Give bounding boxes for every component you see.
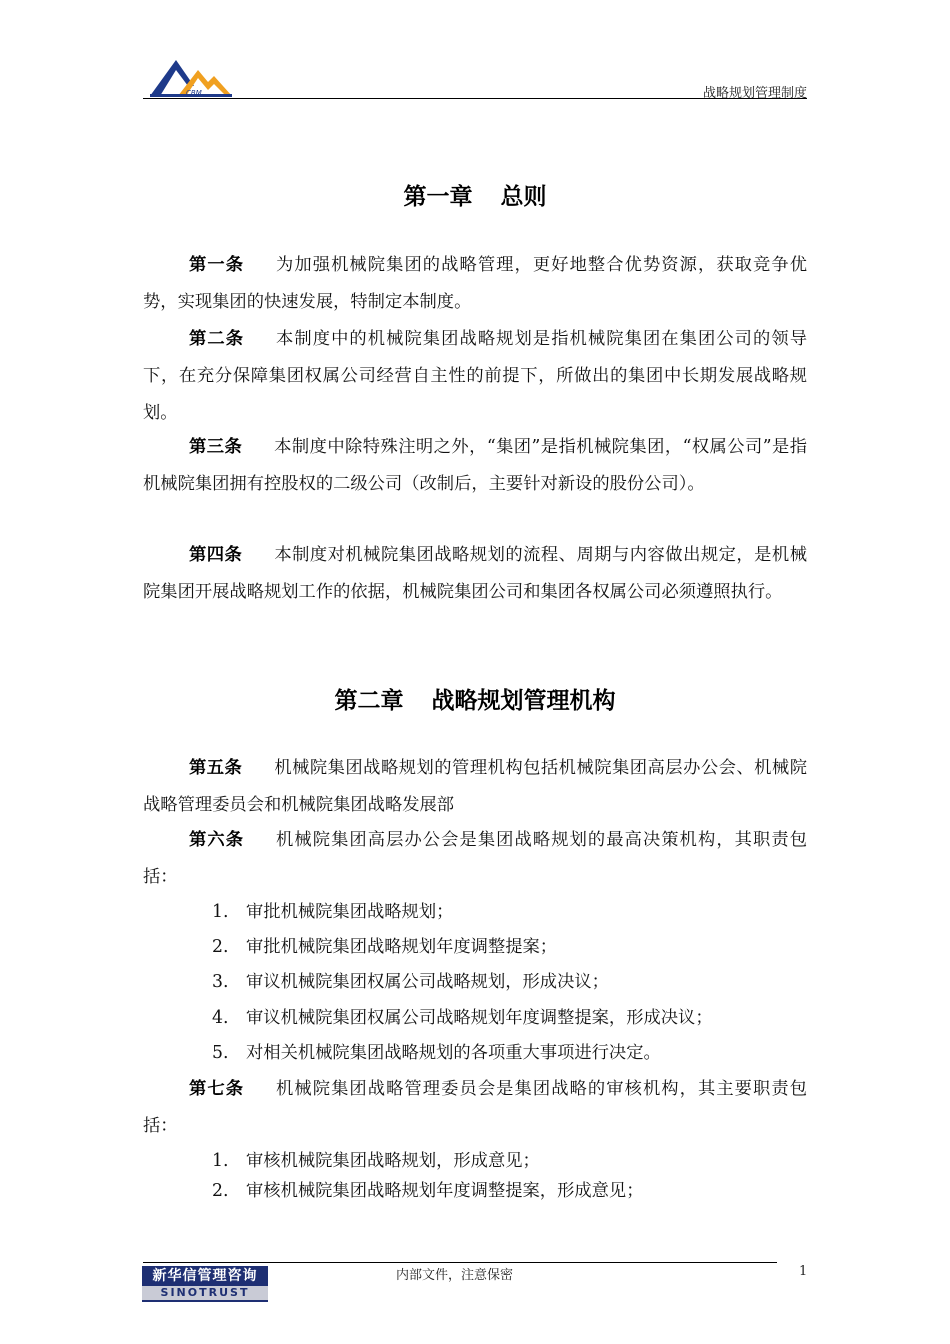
list-number: 2.: [212, 937, 229, 957]
doc-title: 战略规划管理制度: [702, 86, 807, 101]
article-text: 机械院集团战略管理委员会是集团战略的审核机构，其主要职责包括：: [143, 1079, 807, 1136]
list-number: 5.: [212, 1043, 229, 1063]
article-text: 机械院集团高层办公会是集团战略规划的最高决策机构，其职责包括：: [143, 830, 807, 887]
article-4: [143, 537, 807, 611]
chapter-title: 战略规划管理机构: [431, 688, 616, 714]
article-number: 第六条: [189, 830, 245, 850]
list-text: 对相关机械院集团战略规划的各项重大事项进行决定。: [246, 1043, 661, 1063]
article-number: 第一条: [189, 255, 245, 275]
list-item: [212, 897, 807, 927]
article-text: 本制度中除特殊注明之外，“集团”是指机械院集团，“权属公司”是指机械院集团拥有控股权的二级公司（改制后，主要针对新设的股份公司）。: [143, 437, 807, 494]
chapter-2-heading: [143, 682, 807, 715]
chapter-label: 第一章: [403, 184, 473, 210]
article-5: [143, 750, 807, 824]
footer-divider: [143, 1262, 777, 1263]
list-item: [212, 1176, 807, 1206]
list-number: 1.: [212, 1151, 229, 1171]
article-number: 第三条: [189, 437, 243, 457]
list-number: 1.: [212, 902, 229, 922]
article-number: 第四条: [189, 545, 243, 565]
article-2: [143, 321, 807, 432]
list-text: 审议机械院集团权属公司战略规划年度调整提案，形成决议；: [246, 1008, 713, 1028]
article-1: [143, 247, 807, 321]
list-item: [212, 1146, 807, 1176]
list-item: [212, 967, 807, 997]
list-text: 审议机械院集团权属公司战略规划，形成决议；: [246, 972, 609, 992]
article-number: 第五条: [189, 758, 243, 778]
chapter-title: 总则: [500, 184, 547, 210]
chapter-label: 第二章: [334, 688, 404, 714]
confidential-notice: 内部文件，注意保密: [396, 1268, 514, 1283]
footer-logo-cn: 新华信管理咨询: [152, 1268, 258, 1284]
article-text: 本制度对机械院集团战略规划的流程、周期与内容做出规定，是机械院集团开展战略规划工作的依据，机械院集团公司和集团各权属公司必须遵照执行。: [143, 545, 807, 602]
article-6: [143, 822, 807, 896]
article-3: [143, 429, 807, 503]
footer-logo-en: SINOTRUST: [142, 1286, 268, 1300]
list-item: [212, 1038, 807, 1068]
article-text: 本制度中的机械院集团战略规划是指机械院集团在集团公司的领导下，在充分保障集团权属公司经营自主性的前提下，所做出的集团中长期发展战略规划。: [143, 329, 807, 423]
list-item: [212, 1003, 807, 1033]
list-item: [212, 932, 807, 962]
article-text: 机械院集团战略规划的管理机构包括机械院集团高层办公会、机械院战略管理委员会和机械院集团战略发展部: [143, 758, 807, 815]
article-7: [143, 1071, 807, 1145]
list-number: 4.: [212, 1008, 229, 1028]
list-number: 2.: [212, 1181, 229, 1201]
chapter-1-heading: [143, 178, 807, 211]
article-number: 第七条: [189, 1079, 245, 1099]
list-text: 审核机械院集团战略规划，形成意见；: [246, 1151, 540, 1171]
list-number: 3.: [212, 972, 229, 992]
header-divider: [143, 98, 807, 99]
sinotrust-logo: [142, 1266, 268, 1302]
list-text: 审核机械院集团战略规划年度调整提案，形成意见；: [246, 1181, 644, 1201]
list-text: 审批机械院集团战略规划；: [246, 902, 454, 922]
logo-text: CBM: [186, 89, 202, 97]
article-text: 为加强机械院集团的战略管理，更好地整合优势资源，获取竞争优势，实现集团的快速发展，特制定本制度。: [143, 255, 807, 312]
page-number: 1: [799, 1264, 808, 1279]
company-logo: [148, 56, 234, 100]
article-number: 第二条: [189, 329, 245, 349]
list-text: 审批机械院集团战略规划年度调整提案；: [246, 937, 558, 957]
